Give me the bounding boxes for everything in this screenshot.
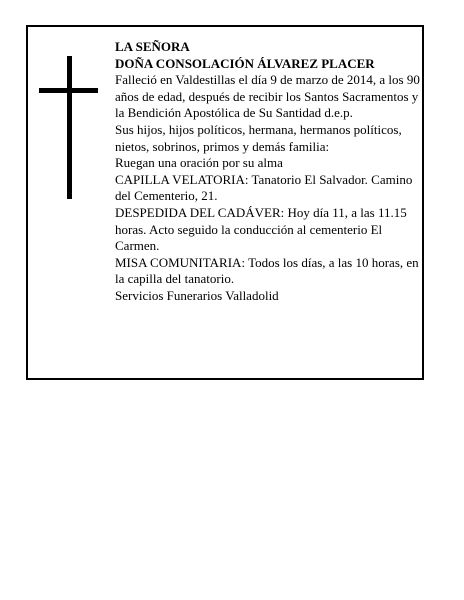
chapel-text: CAPILLA VELATORIA: Tanatorio El Salvador. Camino del Cementerio, 21. bbox=[115, 171, 413, 204]
cross-icon-bar bbox=[39, 88, 98, 93]
notice-heading: LA SEÑORA bbox=[115, 39, 190, 54]
family-text: Sus hijos, hijos políticos, hermana, hermanos políticos, nietos, sobrinos, primos y demás familia: bbox=[115, 121, 402, 154]
obituary-text bbox=[115, 39, 423, 305]
cross-icon bbox=[67, 56, 72, 199]
farewell-text: DESPEDIDA DEL CADÁVER: Hoy día 11, a las 11.15 horas. Acto seguido la conducción al cementerio El Carmen. bbox=[115, 204, 407, 254]
funeral-home-text: Servicios Funerarios Valladolid bbox=[115, 287, 279, 303]
death-notice-text: Falleció en Valdestillas el día 9 de marzo de 2014, a los 90 años de edad, después de recibir los Santos Sacramentos y la Bendición Apostólica de Su Santidad d.e.p. bbox=[115, 72, 420, 121]
obituary-notice bbox=[26, 25, 424, 380]
mass-text: MISA COMUNITARIA: Todos los días, a las 10 horas, en la capilla del tanatorio. bbox=[115, 254, 419, 287]
deceased-name: DOÑA CONSOLACIÓN ÁLVAREZ PLACER bbox=[115, 55, 375, 71]
prayer-request-text: Ruegan una oración por su alma bbox=[115, 155, 283, 171]
